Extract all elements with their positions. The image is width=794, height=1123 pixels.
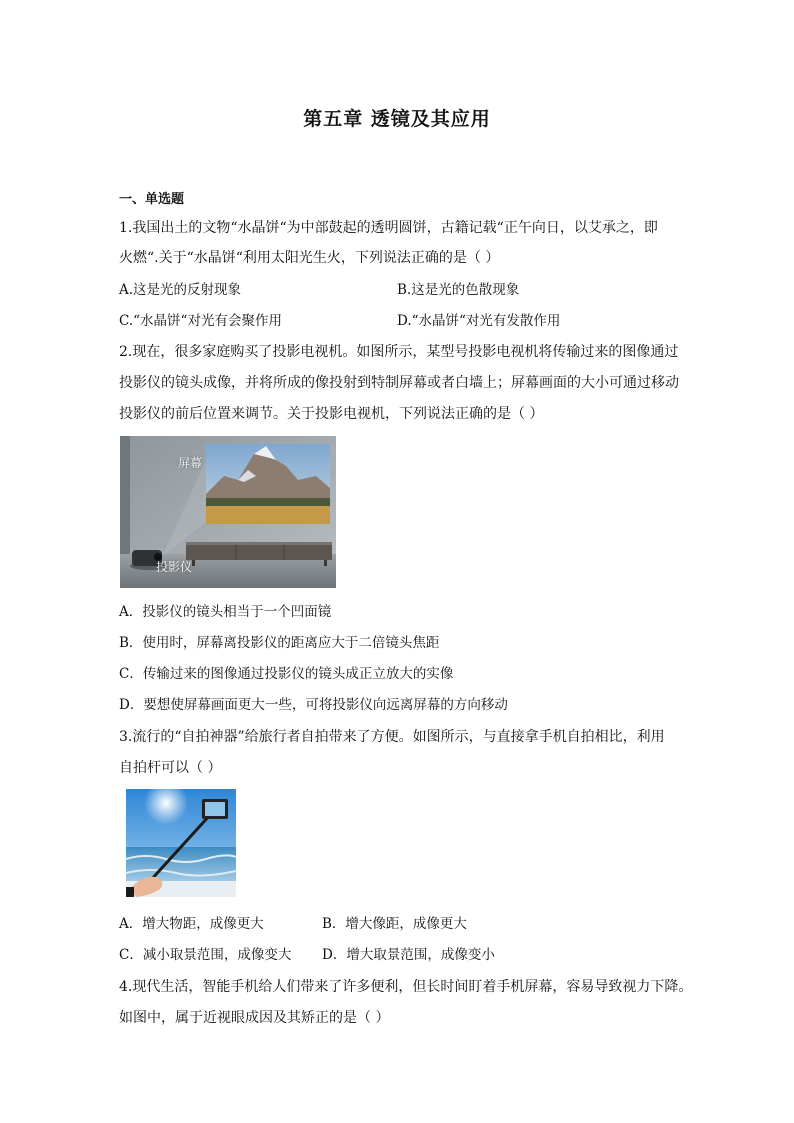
- section-heading: 一、单选题: [119, 192, 185, 207]
- question-2-option-a: A．投影仪的镜头相当于一个凹面镜: [119, 604, 332, 620]
- question-3-option-a: A．增大物距，成像更大: [119, 916, 264, 932]
- question-2-line-2: 投影仪的镜头成像，并将所成的像投射到特制屏幕或者白墙上；屏幕画面的大小可通过移动: [119, 375, 679, 391]
- question-1-line-1: 1.我国出土的文物“水晶饼“为中部鼓起的透明圆饼，古籍记载“正午向日，以艾承之，即: [119, 220, 658, 236]
- page-title: 第五章 透镜及其应用: [303, 108, 491, 130]
- question-2-line-1: 2.现在，很多家庭购买了投影电视机。如图所示，某型号投影电视机将传输过来的图像通过: [119, 344, 679, 360]
- screen-label: 屏幕: [178, 456, 203, 470]
- question-3-option-b: B．增大像距，成像更大: [322, 916, 467, 932]
- question-2-option-d: D．要想使屏幕画面更大一些，可将投影仪向远离屏幕的方向移动: [119, 697, 508, 713]
- question-3-line-2: 自拍杆可以（ ）: [119, 760, 222, 776]
- question-3-option-c: C．减小取景范围，成像变大: [119, 947, 292, 963]
- question-1-option-d: D.“水晶饼“对光有发散作用: [397, 313, 561, 329]
- selfie-stick-figure: [126, 789, 236, 897]
- question-3-option-d: D．增大取景范围，成像变小: [322, 947, 495, 963]
- projector-room-illustration: [120, 436, 336, 588]
- question-4-line-1: 4.现代生活，智能手机给人们带来了许多便利，但长时间盯着手机屏幕，容易导致视力下降。: [119, 979, 693, 995]
- question-1-option-a: A.这是光的反射现象: [119, 282, 242, 298]
- projector-tv-figure: [120, 436, 336, 588]
- question-1-option-c: C.“水晶饼“对光有会聚作用: [119, 313, 282, 329]
- question-2-option-b: B．使用时，屏幕离投影仪的距离应大于二倍镜头焦距: [119, 635, 440, 651]
- question-1-option-b: B.这是光的色散现象: [397, 282, 520, 298]
- question-1-line-2: 火燃“.关于“水晶饼“利用太阳光生火，下列说法正确的是（ ）: [119, 250, 500, 266]
- question-4-line-2: 如图中，属于近视眼成因及其矫正的是（ ）: [119, 1010, 390, 1026]
- question-3-line-1: 3.流行的“自拍神器”给旅行者自拍带来了方便。如图所示，与直接拿手机自拍相比，利用: [119, 729, 665, 745]
- question-2-line-3: 投影仪的前后位置来调节。关于投影电视机，下列说法正确的是（ ）: [119, 406, 544, 422]
- selfie-stick-illustration: [126, 789, 236, 897]
- projector-label: 投影仪: [156, 560, 193, 574]
- question-2-option-c: C．传输过来的图像通过投影仪的镜头成正立放大的实像: [119, 666, 454, 682]
